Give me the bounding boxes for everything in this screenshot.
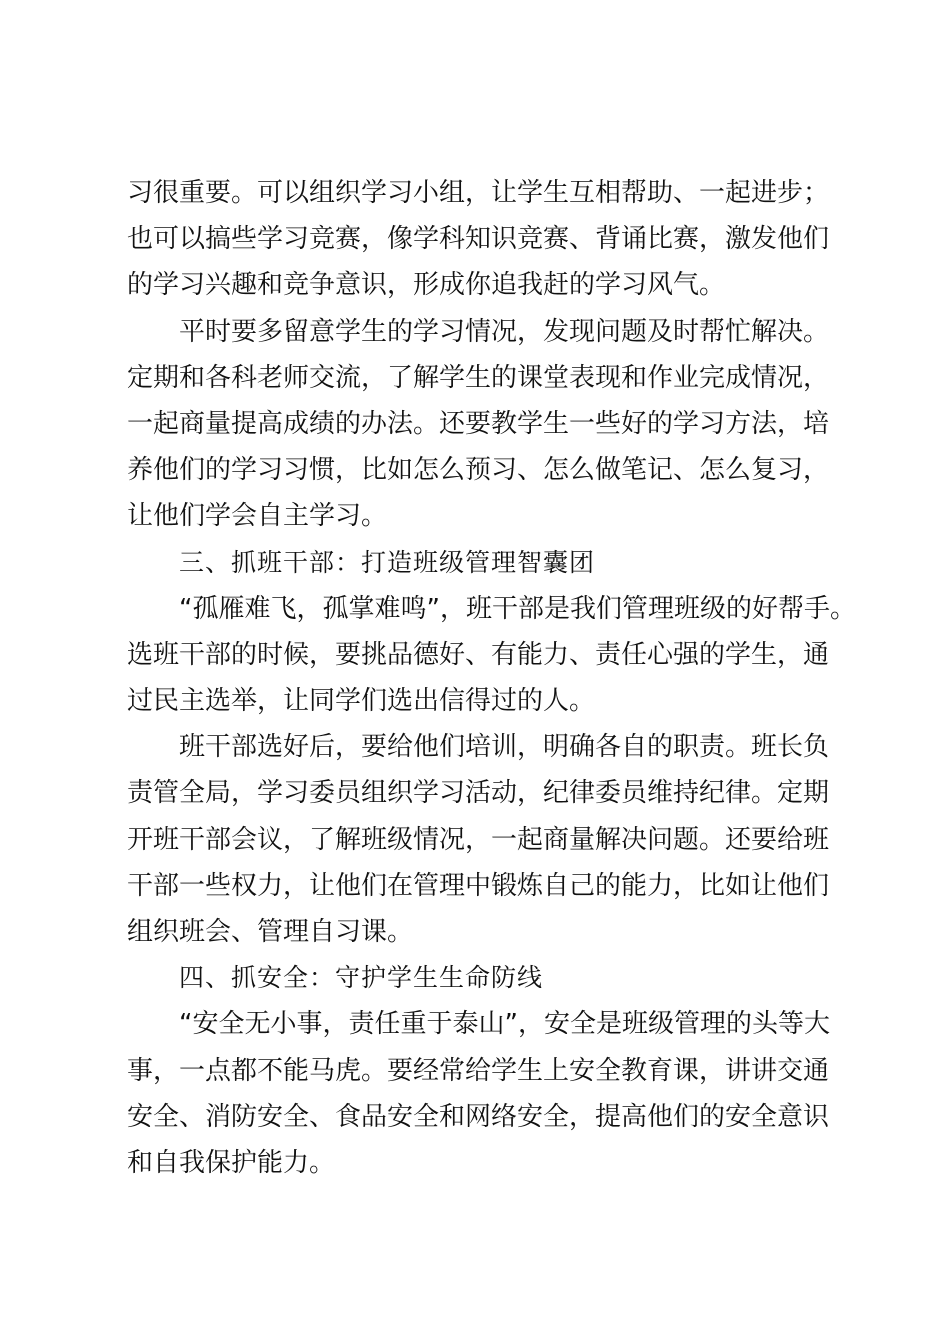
text-line: 一起商量提高成绩的办法。还要教学生一些好的学习方法，培 xyxy=(127,408,830,439)
text-line: 开班干部会议，了解班级情况，一起商量解决问题。还要给班 xyxy=(127,824,830,855)
text-line: 过民主选举，让同学们选出信得过的人。 xyxy=(127,686,596,717)
text-line: 和自我保护能力。 xyxy=(127,1147,336,1178)
text-line: 安全、消防安全、食品安全和网络安全，提高他们的安全意识 xyxy=(127,1101,830,1132)
section-heading: 四、抓安全：守护学生生命防线 xyxy=(179,963,544,993)
text-line: 班干部选好后，要给他们培训，明确各自的职责。班长负 xyxy=(179,732,830,763)
text-line: “安全无小事，责任重于泰山”，安全是班级管理的头等大 xyxy=(179,1009,830,1040)
text-line: 让他们学会自主学习。 xyxy=(127,501,388,532)
text-line: 责管全局，学习委员组织学习活动，纪律委员维持纪律。定期 xyxy=(127,778,830,809)
document-body xyxy=(127,170,856,1186)
section-heading: 三、抓班干部：打造班级管理智囊团 xyxy=(179,547,596,577)
text-line: 习很重要。可以组织学习小组，让学生互相帮助、一起进步； xyxy=(127,178,830,208)
text-line: 事，一点都不能马虎。要经常给学生上安全教育课，讲讲交通 xyxy=(127,1055,830,1086)
text-line: 选班干部的时候，要挑品德好、有能力、责任心强的学生，通 xyxy=(127,639,830,670)
text-line: 也可以搞些学习竞赛，像学科知识竞赛、背诵比赛，激发他们 xyxy=(127,224,830,255)
text-line: 定期和各科老师交流，了解学生的课堂表现和作业完成情况， xyxy=(127,362,830,393)
text-line: 养他们的学习习惯，比如怎么预习、怎么做笔记、怎么复习， xyxy=(127,455,830,486)
text-line: 干部一些权力，让他们在管理中锻炼自己的能力，比如让他们 xyxy=(127,870,830,901)
text-line: 平时要多留意学生的学习情况，发现问题及时帮忙解决。 xyxy=(179,316,830,347)
text-line: 组织班会、管理自习课。 xyxy=(127,917,414,947)
text-line: “孤雁难飞，孤掌难鸣”，班干部是我们管理班级的好帮手。 xyxy=(179,593,856,624)
text-line: 的学习兴趣和竞争意识，形成你追我赶的学习风气。 xyxy=(127,270,726,301)
